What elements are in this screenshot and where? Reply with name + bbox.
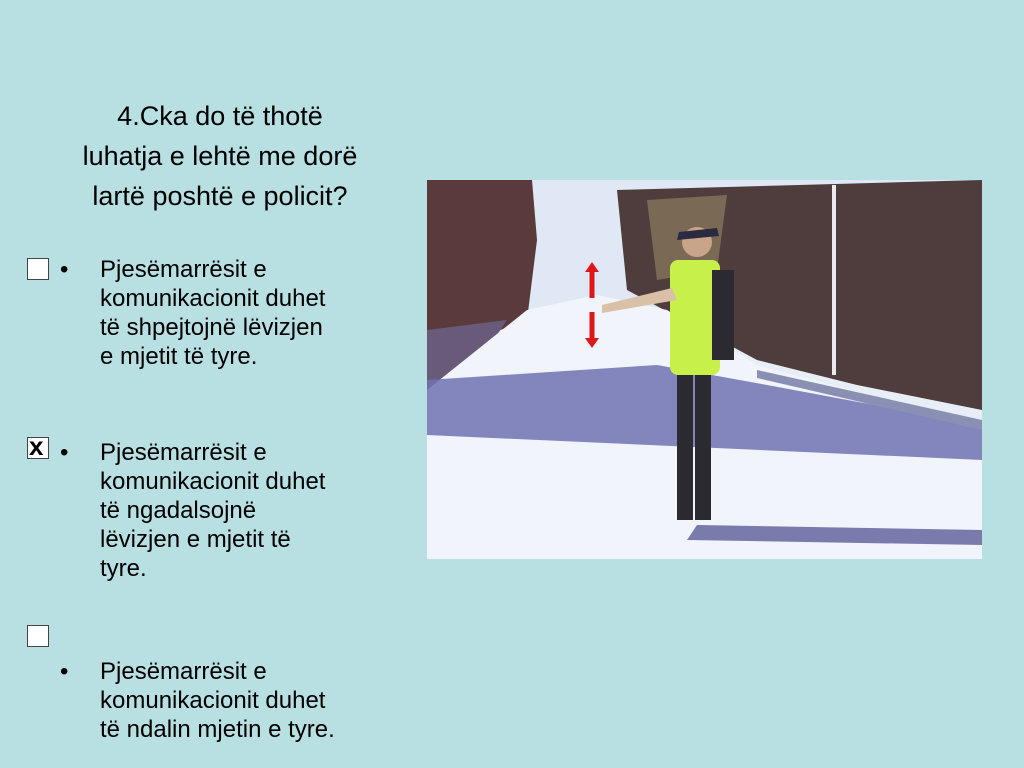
option-line: Pjesëmarrësit e (100, 256, 267, 283)
check-mark-icon: x (29, 431, 44, 461)
option-line: komunikacionit duhet (100, 468, 326, 495)
option-line: Pjesëmarrësit e (100, 439, 267, 466)
answer-checkbox-2[interactable] (27, 431, 49, 461)
officer-leg (677, 370, 693, 520)
answer-option-3[interactable] (60, 657, 420, 744)
option-line: komunikacionit duhet (100, 687, 326, 714)
officer-leg (695, 370, 711, 520)
option-line: Pjesëmarrësit e (100, 658, 267, 685)
traffic-police-photo (427, 180, 982, 559)
option-line: tyre. (100, 555, 147, 582)
bullet: • (60, 256, 69, 283)
option-line: të ngadalsojnë (100, 497, 257, 524)
title-line-3: lartë poshtë e policit? (92, 181, 348, 211)
slide-title (30, 96, 410, 216)
street-pole (832, 185, 836, 375)
answer-checkbox-3[interactable] (27, 625, 49, 647)
option-line: të ndalin mjetin e tyre. (100, 716, 335, 743)
answer-option-1[interactable] (60, 255, 420, 371)
title-line-2: luhatja e lehtë me dorë (82, 141, 358, 171)
traffic-police-illustration (427, 180, 982, 559)
answer-checkbox-1[interactable] (27, 258, 49, 280)
bullet: • (60, 658, 69, 685)
option-line: komunikacionit duhet (100, 285, 326, 312)
answer-option-2[interactable] (60, 438, 420, 583)
bullet: • (60, 439, 69, 466)
option-line: e mjetit të tyre. (100, 343, 258, 370)
officer-arm (712, 270, 734, 360)
option-line: lëvizjen e mjetit të (100, 526, 291, 553)
option-line: të shpejtojnë lëvizjen (100, 314, 323, 341)
title-line-1: 4.Cka do të thotë (117, 101, 323, 131)
